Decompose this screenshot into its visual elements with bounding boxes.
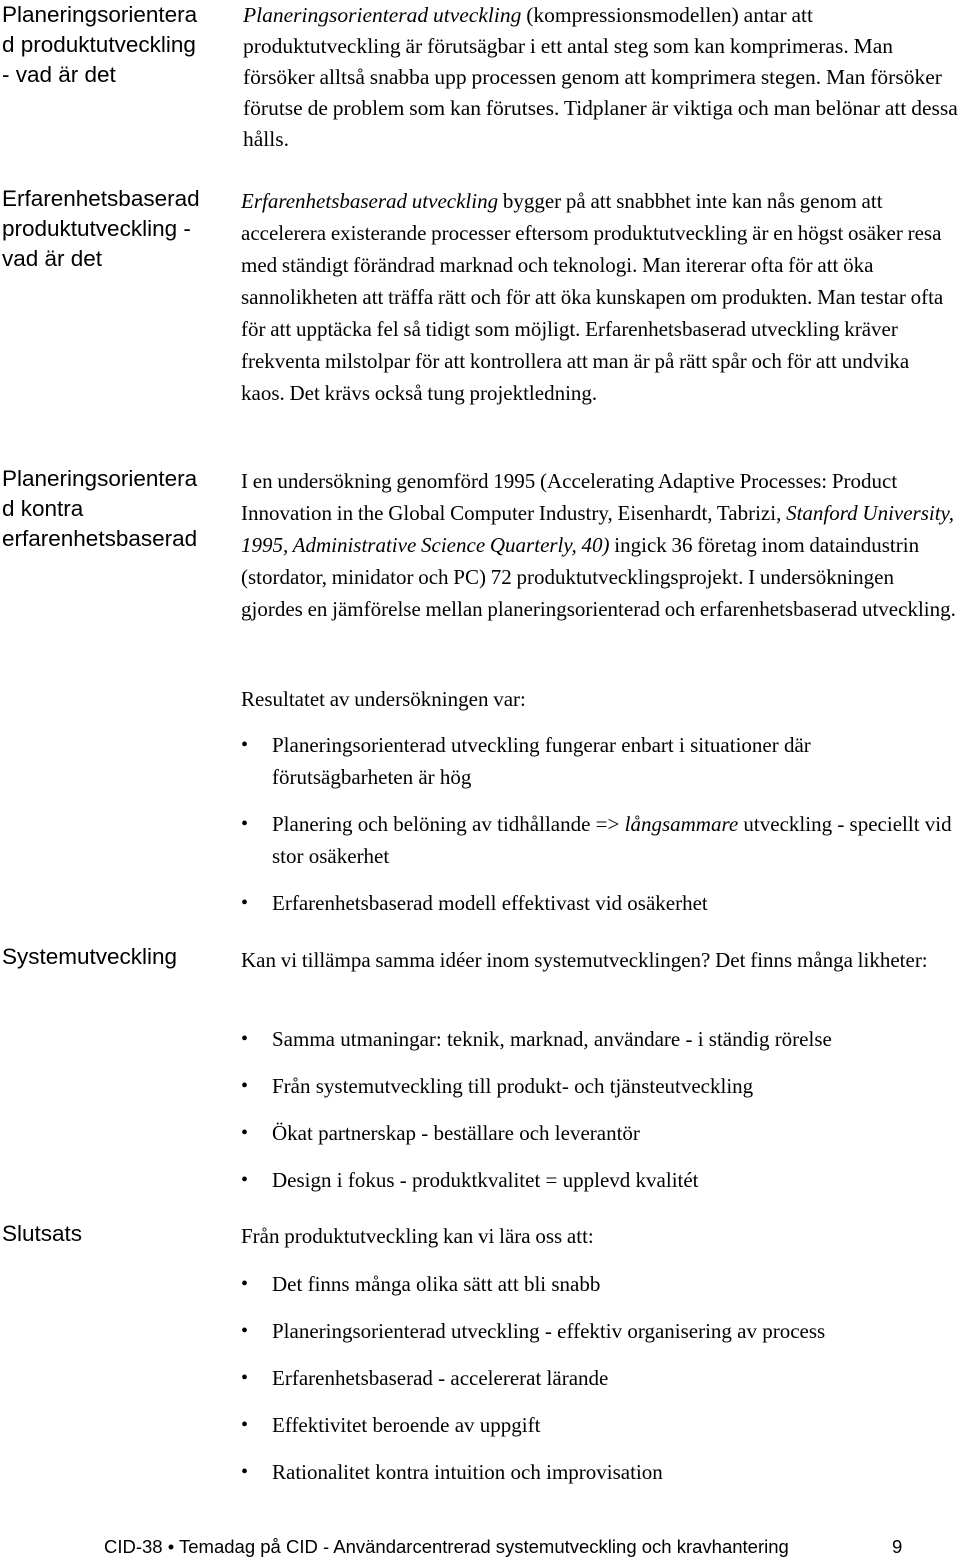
footer-text: CID-38 • Temadag på CID - Användarcentrerad systemutveckling och kravhantering bbox=[104, 1536, 789, 1557]
list-item: • Det finns många olika sätt att bli snabb bbox=[241, 1268, 957, 1300]
list-item: • Rationalitet kontra intuition och improvisation bbox=[241, 1456, 957, 1488]
results-list bbox=[241, 729, 957, 919]
heading-system-development: Systemutveckling bbox=[2, 944, 178, 969]
list-item: • Design i fokus - produktkvalitet = upplevd kvalitét bbox=[241, 1164, 957, 1196]
list-item: • Erfarenhetsbaserad - accelererat lärande bbox=[241, 1362, 957, 1394]
term-experience-based: Erfarenhetsbaserad utveckling bbox=[241, 189, 499, 213]
list-item: • Planeringsorienterad utveckling - effektiv organisering av process bbox=[241, 1315, 957, 1347]
conclusion-list bbox=[241, 1268, 957, 1488]
list-item: • Planering och belöning av tidhållande => långsammare utveckling - speciellt vid stor osäkerhet bbox=[241, 808, 957, 872]
heading-planning-oriented: Planeringsorientera d produktutveckling - vad är det bbox=[2, 2, 198, 87]
list-item: • Samma utmaningar: teknik, marknad, användare - i ständig rörelse bbox=[241, 1023, 957, 1055]
paragraph-experience-based: Erfarenhetsbaserad utveckling bygger på att snabbhet inte kan nås genom att accelerera existerande processer eftersom produktutveckling är en högst osäker resa med ständigt förändrad marknad och teknologi. Man itererar ofta för att öka sannolikheten att träffa rätt och för att öka kunskapen om produkten. Man testar ofta för att upptäcka fel så tidigt som möjligt. Erfarenhetsbaserad utveckling kräver frekventa milstolpar för att kontrollera att man är på rätt spår och för att undvika kaos. Det krävs också tung projektledning. bbox=[241, 189, 944, 405]
list-item: • Från systemutveckling till produkt- och tjänsteutveckling bbox=[241, 1070, 957, 1102]
page-footer bbox=[104, 1535, 914, 1559]
list-item: • Erfarenhetsbaserad modell effektivast vid osäkerhet bbox=[241, 887, 957, 919]
paragraph-planning-oriented: Planeringsorienterad utveckling (kompressionsmodellen) antar att produktutveckling är förutsägbar i ett antal steg som kan komprimeras. Man försöker alltså snabba upp processen genom att komprimera stegen. Man försöker förutse de problem som kan förutses. Tidplaner är viktiga och man belönar att dessa hålls. bbox=[243, 3, 958, 151]
term-planning-oriented: Planeringsorienterad utveckling bbox=[243, 3, 522, 27]
list-item: • Ökat partnerskap - beställare och leverantör bbox=[241, 1117, 957, 1149]
heading-conclusion: Slutsats bbox=[2, 1221, 83, 1246]
list-item: • Planeringsorienterad utveckling fungerar enbart i situationer där förutsägbarheten är hög bbox=[241, 729, 957, 793]
heading-experience-based: Erfarenhetsbaserad produktutveckling - vad är det bbox=[2, 186, 200, 271]
conclusion-intro: Från produktutveckling kan vi lära oss att: bbox=[241, 1224, 594, 1248]
system-intro: Kan vi tillämpa samma idéer inom systemutvecklingen? Det finns många likheter: bbox=[241, 948, 928, 972]
study-citation: Stanford University, 1995, Administrative Science Quarterly, 40) bbox=[241, 501, 954, 557]
page-number: 9 bbox=[892, 1536, 903, 1557]
paragraph-study: I en undersökning genomförd 1995 (Accelerating Adaptive Processes: Product Innovation in the Global Computer Industry, Eisenhardt, Tabrizi, Stanford University, 1995, Administrative Science Quarterly, 40) ingick 36 företag inom dataindustrin (stordator, minidator och PC) 72 produktutvecklingsprojekt. I undersökningen gjordes en jämförelse mellan planeringsorienterad och erfarenhetsbaserad utveckling. bbox=[241, 469, 956, 621]
heading-comparison: Planeringsorientera d kontra erfarenhetsbaserad bbox=[2, 466, 198, 551]
results-intro: Resultatet av undersökningen var: bbox=[241, 687, 526, 711]
system-list bbox=[241, 1023, 957, 1196]
list-item: • Effektivitet beroende av uppgift bbox=[241, 1409, 957, 1441]
